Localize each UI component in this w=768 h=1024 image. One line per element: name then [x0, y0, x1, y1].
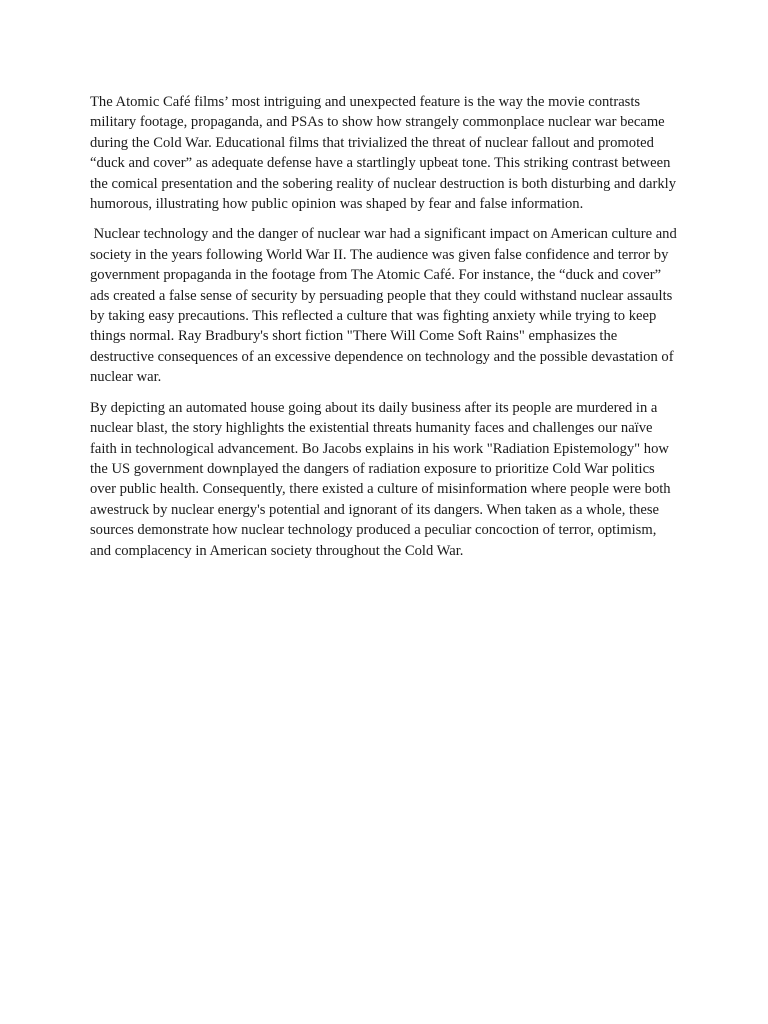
paragraph-1: The Atomic Café films’ most intriguing and unexpected feature is the way the movie contrasts military footage, propaganda, and PSAs to show how strangely commonplace nuclear war became during the Cold War. Educational films that trivialized the threat of nuclear fallout and promoted “duck and cover” as adequate defense have a startlingly upbeat tone. This striking contrast between the comical presentation and the sobering reality of nuclear destruction is both disturbing and darkly humorous, illustrating how public opinion was shaped by fear and false information. [90, 94, 680, 213]
document-body [90, 92, 680, 571]
paragraph-3: By depicting an automated house going about its daily business after its people are murdered in a nuclear blast, the story highlights the existential threats humanity faces and challenges our naïve faith in technological advancement. Bo Jacobs explains in his work "Radiation Epistemology" how the US government downplayed the dangers of radiation exposure to prioritize Cold War politics over public health. Consequently, there existed a culture of misinformation where people were both awestruck by nuclear energy's potential and ignorant of its dangers. When taken as a whole, these sources demonstrate how nuclear technology produced a peculiar concoction of terror, optimism, and complacency in American society throughout the Cold War. [90, 399, 675, 559]
paragraph-2: Nuclear technology and the danger of nuclear war had a significant impact on American culture and society in the years following World War II. The audience was given false confidence and terror by government propaganda in the footage from The Atomic Café. For instance, the “duck and cover” ads created a false sense of security by persuading people that they could withstand nuclear assaults by taking easy precautions. This reflected a culture that was fighting anxiety while trying to keep things normal. Ray Bradbury's short fiction "There Will Come Soft Rains" emphasizes the destructive consequences of an excessive dependence on technology and the possible devastation of nuclear war. [90, 226, 681, 386]
